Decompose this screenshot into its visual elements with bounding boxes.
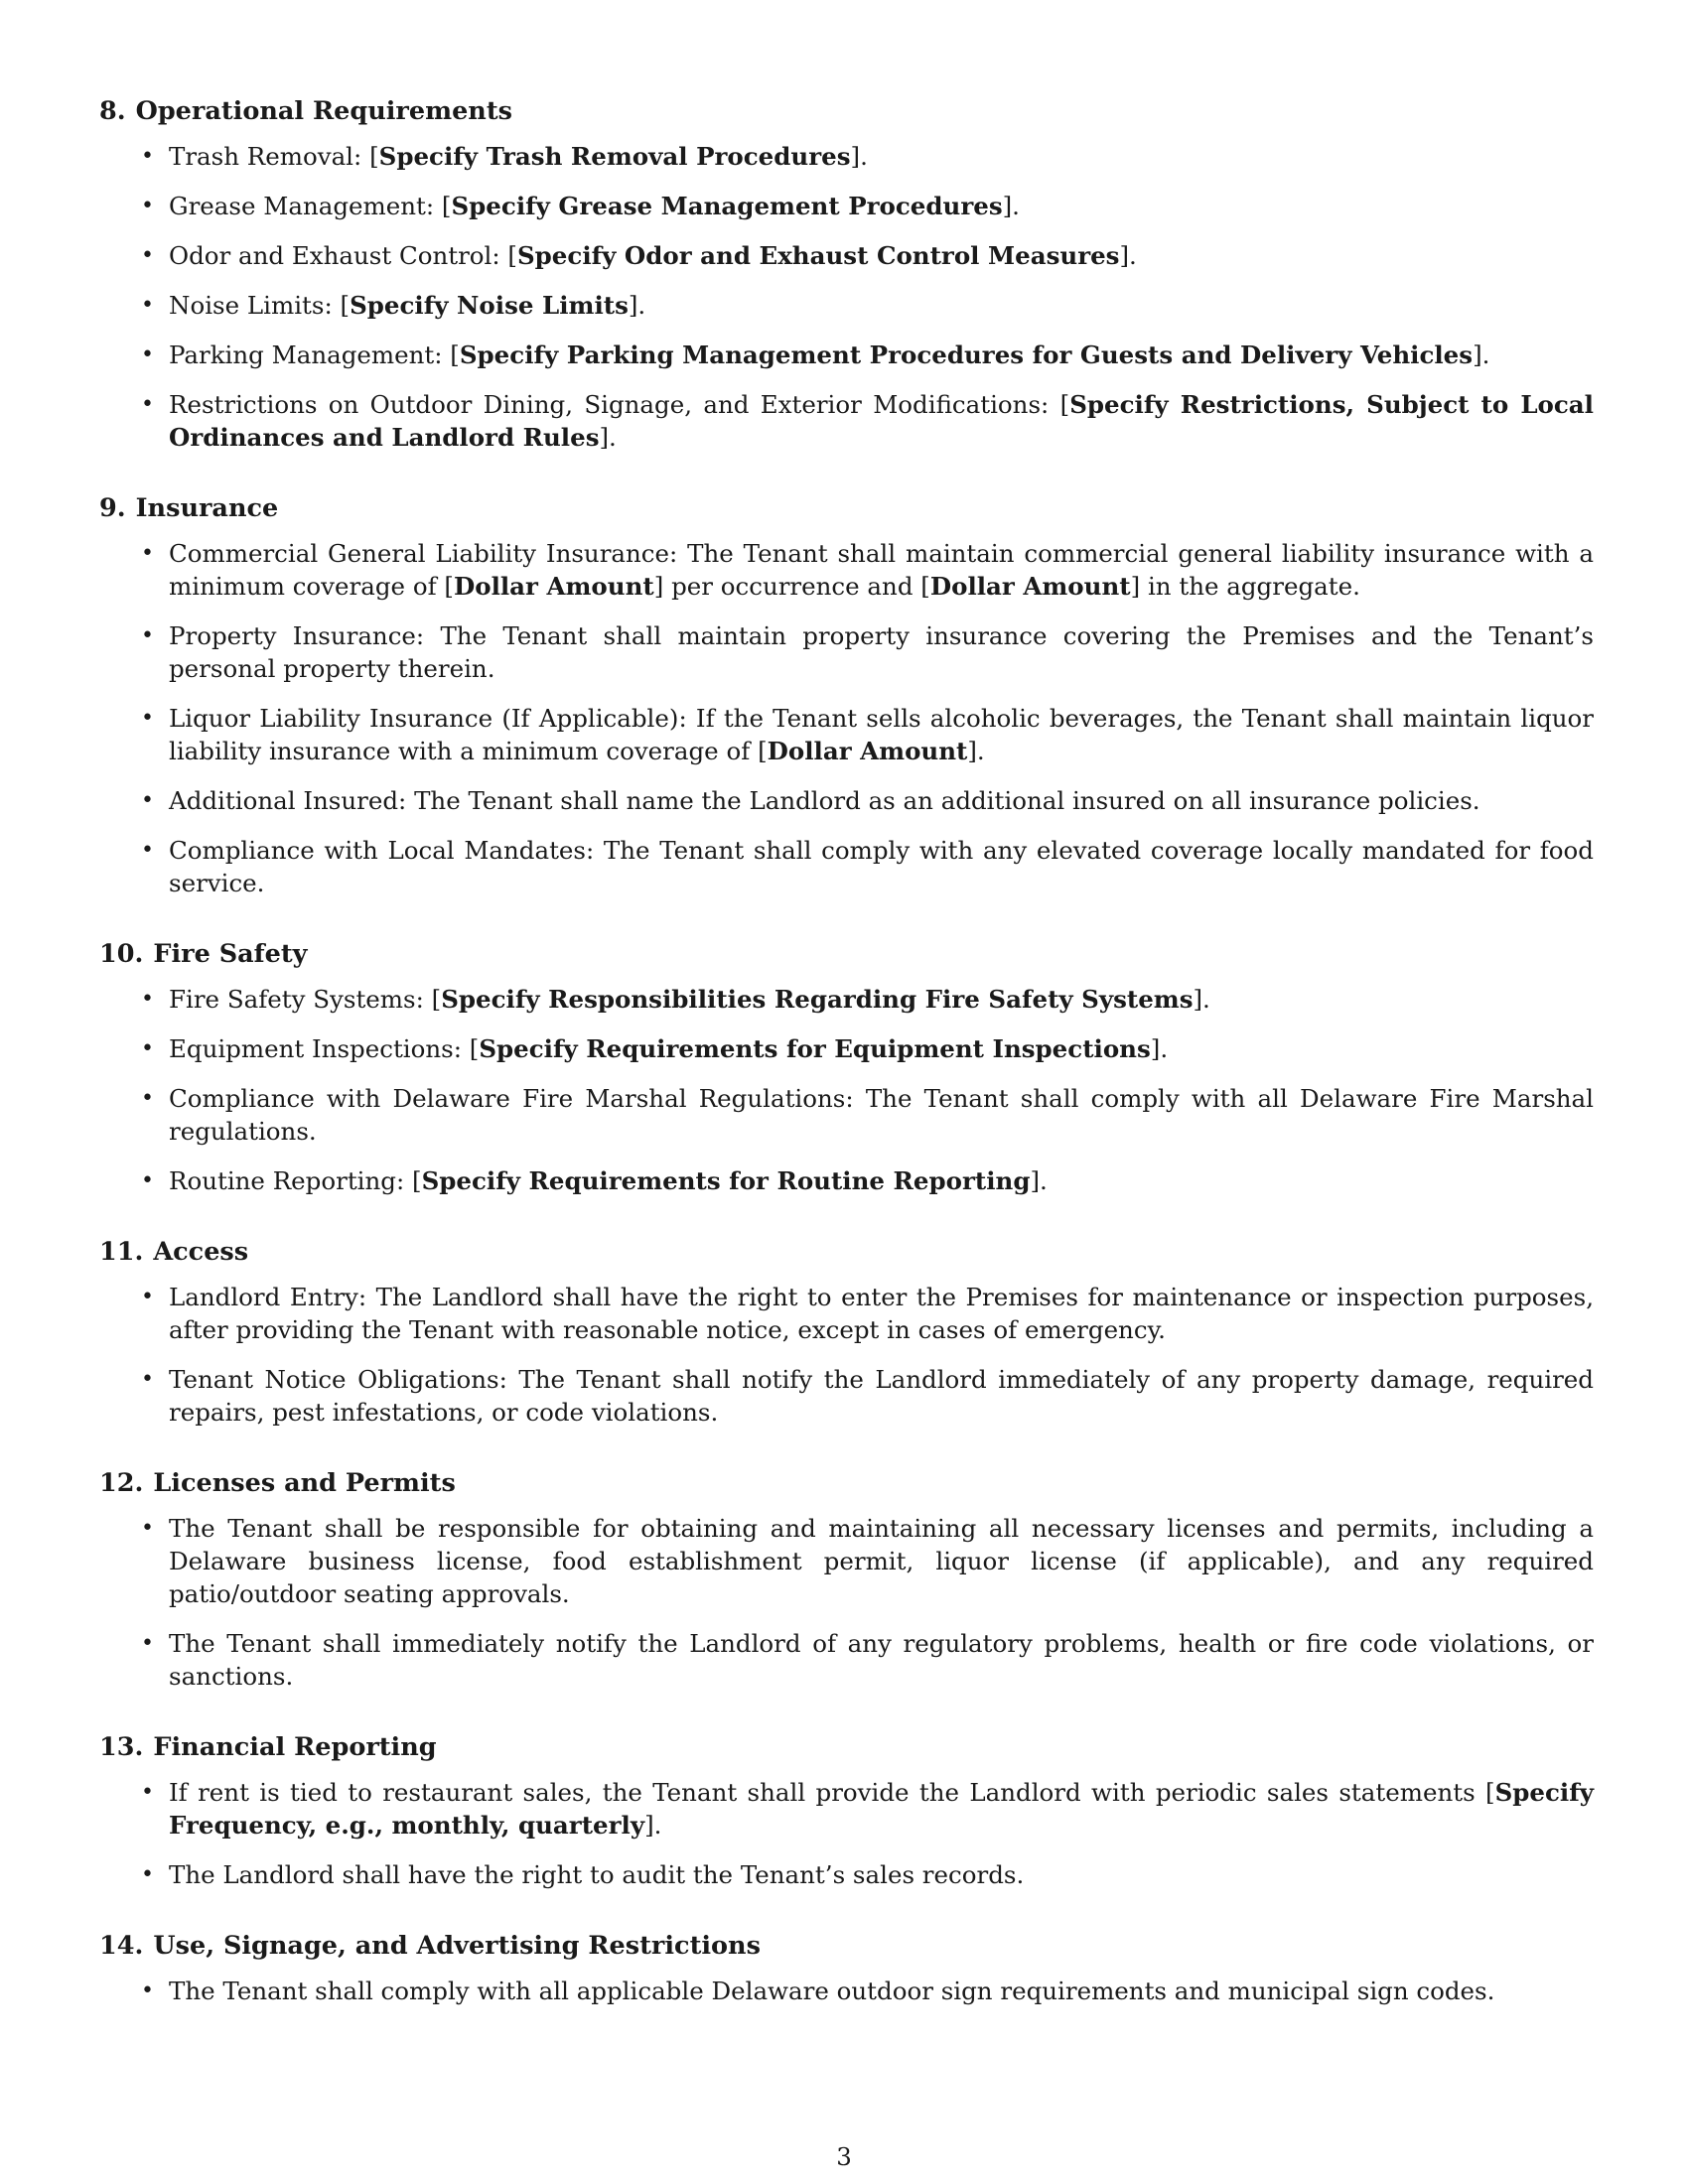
section-heading [99,94,1594,128]
bullet-icon: • [141,623,154,648]
bullet-icon: • [141,1168,154,1193]
item-text: Compliance with Local Mandates: The Tenant shall comply with any elevated coverage locally mandated for food service. [169,836,1594,897]
list-item [141,702,1594,767]
placeholder-text: Specify Noise Limits [350,291,629,320]
section-12 [99,1466,1594,1693]
bracket-text: [ [1059,390,1070,419]
bullet-icon: • [141,1086,154,1111]
placeholder-text: Specify Frequency, e.g., monthly, quarterly [169,1778,1594,1840]
item-text: in the aggregate. [1140,572,1360,601]
bullet-icon: • [141,342,154,367]
section-title: Insurance [135,493,279,523]
list-item [141,619,1594,685]
item-text: Landlord Entry: The Landlord shall have the right to enter the Premises for maintenance or inspection purposes, after providing the Tenant with reasonable notice, except in cases of emergency. [169,1283,1594,1344]
bracket-text: [ [507,241,517,270]
section-number: 13. [99,1732,144,1762]
bullet-icon: • [141,541,154,566]
bracket-text: [ [369,142,379,171]
bullet-list [99,537,1594,899]
list-item [141,983,1594,1016]
section-number: 8. [99,96,126,126]
section-title: Financial Reporting [153,1732,437,1762]
bullet-icon: • [141,1367,154,1392]
item-text: Property Insurance: The Tenant shall maintain property insurance covering the Premises and the Tenant’s personal property therein. [169,621,1594,683]
item-text: Odor and Exhaust Control: [169,241,508,270]
section-11 [99,1235,1594,1429]
list-item [141,289,1594,322]
section-heading [99,1929,1594,1963]
bracket-text: ]. [850,142,868,171]
bullet-icon: • [141,1979,154,2003]
item-text: If rent is tied to restaurant sales, the Tenant shall provide the Landlord with periodic sales statements [169,1778,1486,1807]
section-9 [99,491,1594,899]
bullet-icon: • [141,788,154,813]
bullet-icon: • [141,1631,154,1656]
list-item [141,1512,1594,1610]
bracket-text: [ [920,572,930,601]
section-heading [99,1730,1594,1764]
bracket-text: [ [758,737,768,765]
bullet-icon: • [141,144,154,169]
document-body [99,94,1594,2045]
item-text: Liquor Liability Insurance (If Applicable): If the Tenant sells alcoholic beverages, the Tenant shall maintain liquor liability insurance with a minimum coverage of [169,704,1594,765]
item-text: Additional Insured: The Tenant shall name the Landlord as an additional insured on all insurance policies. [169,786,1480,815]
section-title: Access [153,1237,249,1267]
list-item [141,1627,1594,1693]
list-item [141,140,1594,173]
bracket-text: ]. [967,737,985,765]
section-number: 10. [99,939,144,969]
item-text: Compliance with Delaware Fire Marshal Regulations: The Tenant shall comply with all Delaware Fire Marshal regulations. [169,1084,1594,1146]
section-number: 14. [99,1931,144,1961]
bracket-text: ]. [1473,341,1490,369]
list-item [141,784,1594,817]
item-text: The Tenant shall immediately notify the Landlord of any regulatory problems, health or fire code violations, or sanctions. [169,1629,1594,1691]
section-title: Licenses and Permits [153,1468,456,1498]
list-item [141,834,1594,899]
item-text: Commercial General Liability Insurance: The Tenant shall maintain commercial general liability insurance with a minimum coverage of [169,539,1594,601]
bullet-icon: • [141,838,154,863]
section-13 [99,1730,1594,1891]
bracket-text: [ [444,572,454,601]
list-item [141,1776,1594,1842]
bullet-icon: • [141,194,154,218]
item-text: Grease Management: [169,192,442,220]
bracket-text: [ [412,1166,422,1195]
bracket-text: [ [431,985,442,1014]
bracket-text: [ [1485,1778,1495,1807]
section-8 [99,94,1594,454]
bullet-icon: • [141,1516,154,1541]
bracket-text: ]. [1002,192,1020,220]
section-14 [99,1929,1594,2007]
placeholder-text: Specify Trash Removal Procedures [378,142,851,171]
section-heading [99,1466,1594,1500]
placeholder-text: Specify Parking Management Procedures for Guests and Delivery Vehicles [459,341,1474,369]
list-item [141,1975,1594,2007]
bullet-list [99,1776,1594,1891]
bracket-text: ]. [1150,1034,1169,1063]
placeholder-text: Dollar Amount [453,572,654,601]
list-item [141,1281,1594,1346]
section-title: Fire Safety [153,939,308,969]
section-10 [99,937,1594,1197]
bullet-icon: • [141,392,154,417]
item-text: Routine Reporting: [169,1166,412,1195]
list-item [141,1858,1594,1891]
list-item [141,1032,1594,1065]
placeholder-text: Dollar Amount [767,737,968,765]
bracket-text: [ [441,192,452,220]
bullet-list [99,1281,1594,1429]
bullet-icon: • [141,1285,154,1309]
list-item [141,388,1594,454]
bracket-text: ]. [628,291,646,320]
section-number: 11. [99,1237,144,1267]
item-text: per occurrence and [663,572,921,601]
bracket-text: ]. [1119,241,1137,270]
item-text: Restrictions on Outdoor Dining, Signage, and Exterior Modifications: [169,390,1060,419]
item-text: The Tenant shall be responsible for obtaining and maintaining all necessary licenses and permits, including a Delaware business license, food establishment permit, liquor license (if applicable), and any required patio/outdoor seating approvals. [169,1514,1594,1608]
item-text: Fire Safety Systems: [169,985,432,1014]
bullet-list [99,1975,1594,2007]
placeholder-text: Specify Grease Management Procedures [451,192,1003,220]
page-number: 3 [836,2142,852,2171]
list-item [141,190,1594,222]
item-text: The Tenant shall comply with all applicable Delaware outdoor sign requirements and municipal sign codes. [169,1977,1495,2005]
item-text: Parking Management: [169,341,451,369]
bullet-icon: • [141,243,154,268]
placeholder-text: Specify Responsibilities Regarding Fire Safety Systems [441,985,1194,1014]
placeholder-text: Specify Restrictions, Subject to Local Ordinances and Landlord Rules [169,390,1594,452]
item-text: The Landlord shall have the right to audit the Tenant’s sales records. [169,1860,1025,1889]
bracket-text: ] [1130,572,1141,601]
section-number: 9. [99,493,126,523]
section-title: Operational Requirements [135,96,512,126]
bullet-list [99,983,1594,1197]
section-heading [99,937,1594,971]
bracket-text: [ [469,1034,480,1063]
bracket-text: ] [653,572,664,601]
list-item [141,339,1594,371]
bullet-icon: • [141,1780,154,1805]
bracket-text: [ [450,341,460,369]
section-heading [99,491,1594,525]
section-number: 12. [99,1468,144,1498]
placeholder-text: Specify Odor and Exhaust Control Measures [516,241,1120,270]
list-item [141,1164,1594,1197]
list-item [141,239,1594,272]
item-text: Equipment Inspections: [169,1034,470,1063]
placeholder-text: Specify Requirements for Equipment Inspections [479,1034,1151,1063]
bracket-text: [ [340,291,351,320]
bullet-icon: • [141,293,154,318]
item-text: Trash Removal: [169,142,370,171]
bracket-text: ]. [1193,985,1210,1014]
bracket-text: ]. [599,423,617,452]
bullet-list [99,1512,1594,1693]
placeholder-text: Specify Requirements for Routine Reporting [421,1166,1031,1195]
placeholder-text: Dollar Amount [929,572,1131,601]
list-item [141,1082,1594,1148]
bracket-text: ]. [1030,1166,1048,1195]
bullet-icon: • [141,706,154,731]
list-item [141,1363,1594,1429]
bullet-list [99,140,1594,454]
item-text: Noise Limits: [169,291,341,320]
section-heading [99,1235,1594,1269]
section-title: Use, Signage, and Advertising Restrictions [153,1931,761,1961]
item-text: Tenant Notice Obligations: The Tenant shall notify the Landlord immediately of any property damage, required repairs, pest infestations, or code violations. [169,1365,1594,1427]
bullet-icon: • [141,987,154,1012]
bracket-text: ]. [644,1811,662,1840]
list-item [141,537,1594,603]
bullet-icon: • [141,1036,154,1061]
bullet-icon: • [141,1862,154,1887]
